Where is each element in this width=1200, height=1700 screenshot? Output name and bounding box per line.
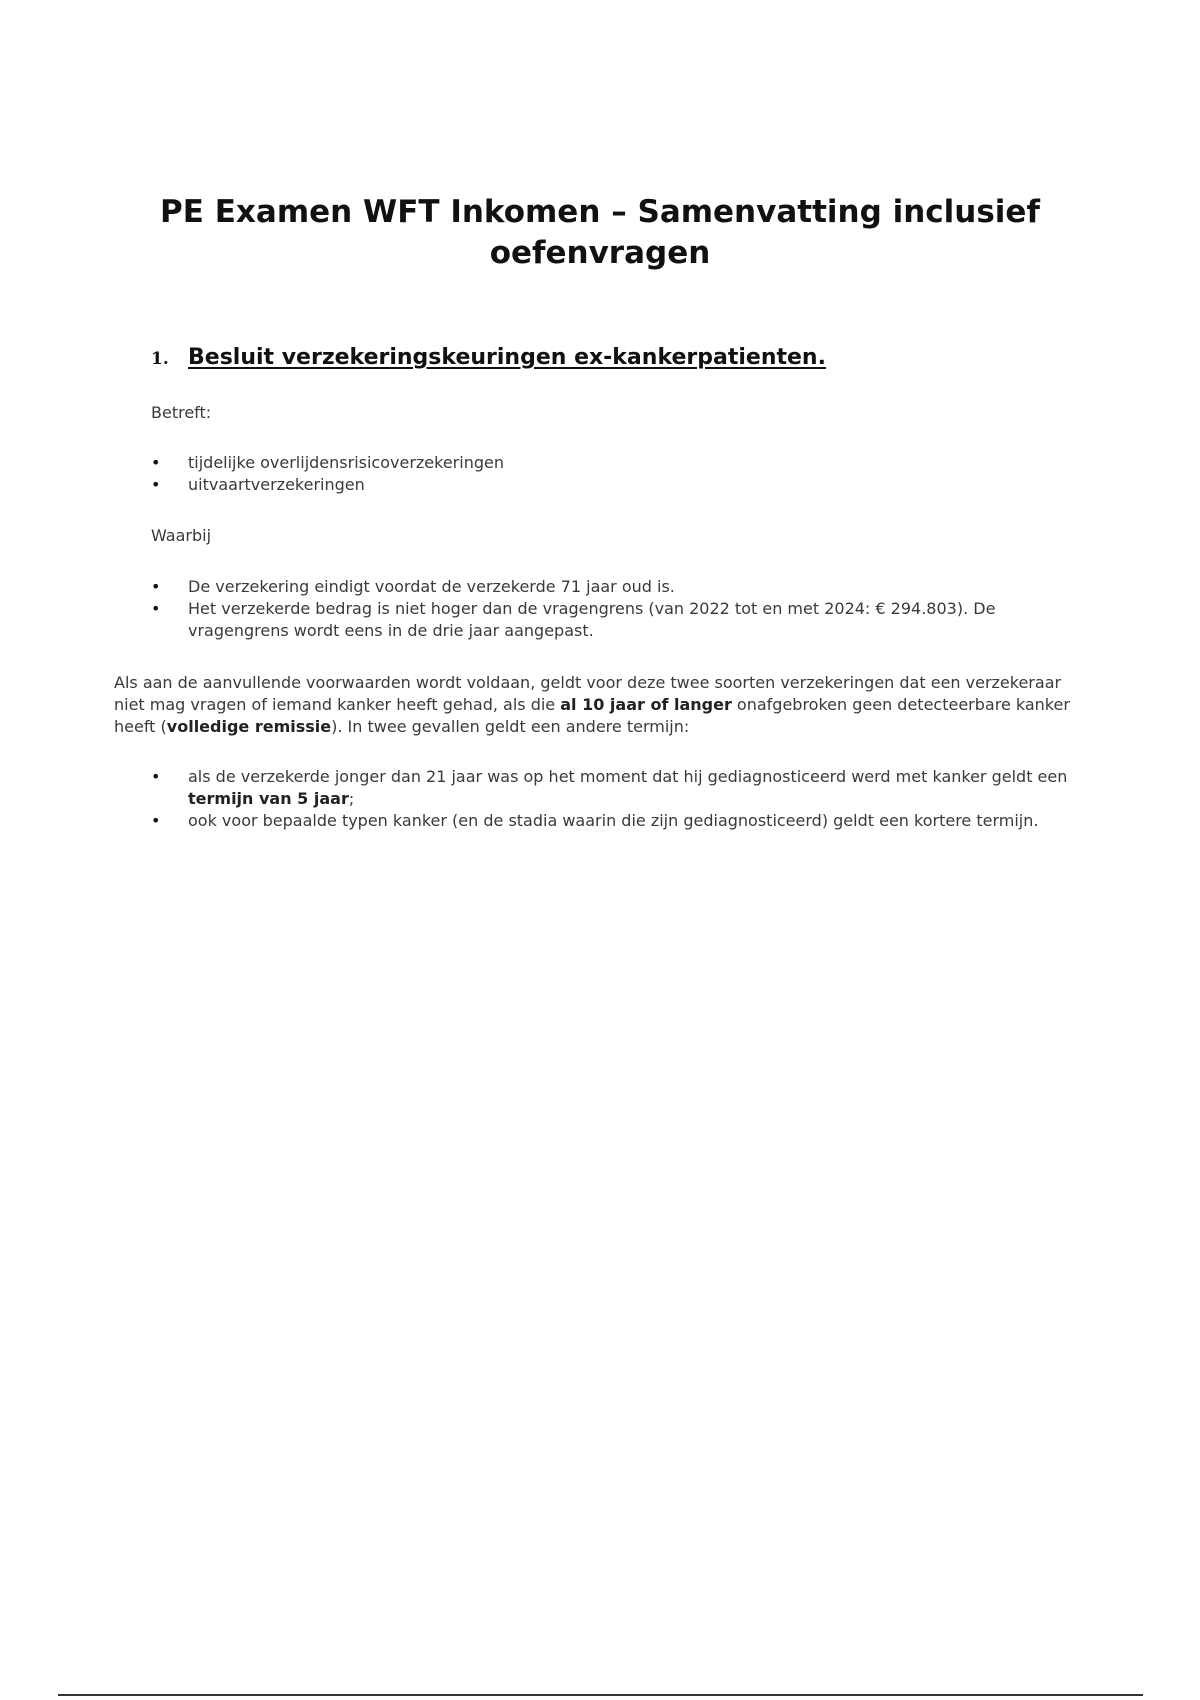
bullet-icon: • (151, 453, 161, 472)
emphasis-five-years: termijn van 5 jaar (188, 789, 349, 808)
body-paragraph (114, 672, 1094, 738)
waarbij-label: Waarbij (151, 526, 212, 545)
list-item-text: Het verzekerde bedrag is niet hoger dan de vragengrens (van 2022 tot en met 2024: € 294.803). De vragengrens wordt eens in de drie jaar aangepast. (188, 599, 996, 640)
section-number: 1. (151, 349, 169, 369)
footer-divider (58, 1694, 1143, 1696)
paragraph-text: ). In twee gevallen geldt een andere termijn: (331, 717, 690, 736)
exceptions-list (151, 766, 1086, 832)
list-item (151, 766, 1086, 810)
list-item-text: als de verzekerde jonger dan 21 jaar was op het moment dat hij gediagnosticeerd werd met kanker geldt een (188, 767, 1068, 786)
list-item-text: uitvaartverzekeringen (188, 475, 365, 494)
list-item-text: ook voor bepaalde typen kanker (en de stadia waarin die zijn gediagnosticeerd) geldt een kortere termijn. (188, 811, 1039, 830)
list-item-text: ; (348, 789, 355, 808)
paragraph-text: Als aan de aanvullende voorwaarden wordt voldaan, geldt voor deze twee soorten verzekeringen dat een verzekeraar niet mag vragen of iemand kanker heeft gehad, als die (114, 673, 1062, 714)
betreft-list (151, 452, 1091, 496)
list-item (151, 598, 1086, 642)
bullet-icon: • (151, 811, 161, 830)
list-item-text: tijdelijke overlijdensrisicoverzekeringen (188, 453, 504, 472)
betreft-label: Betreft: (151, 403, 212, 422)
section-heading (151, 345, 826, 370)
document-title: PE Examen WFT Inkomen – Samenvatting inclusief oefenvragen (160, 194, 1040, 271)
emphasis-remission: volledige remissie (166, 717, 332, 736)
section-title: Besluit verzekeringskeuringen ex-kankerpatienten. (188, 345, 826, 370)
paragraph-text: onafgebroken geen detecteerbare kanker heeft ( (114, 695, 1070, 736)
emphasis-ten-years: al 10 jaar of langer (560, 695, 732, 714)
bullet-icon: • (151, 577, 161, 596)
waarbij-list (151, 576, 1086, 642)
list-item (151, 810, 1086, 832)
bullet-icon: • (151, 599, 161, 618)
list-item (151, 452, 1091, 474)
bullet-icon: • (151, 767, 161, 786)
bullet-icon: • (151, 475, 161, 494)
list-item-text: De verzekering eindigt voordat de verzekerde 71 jaar oud is. (188, 577, 675, 596)
list-item (151, 474, 1091, 496)
list-item (151, 576, 1086, 598)
